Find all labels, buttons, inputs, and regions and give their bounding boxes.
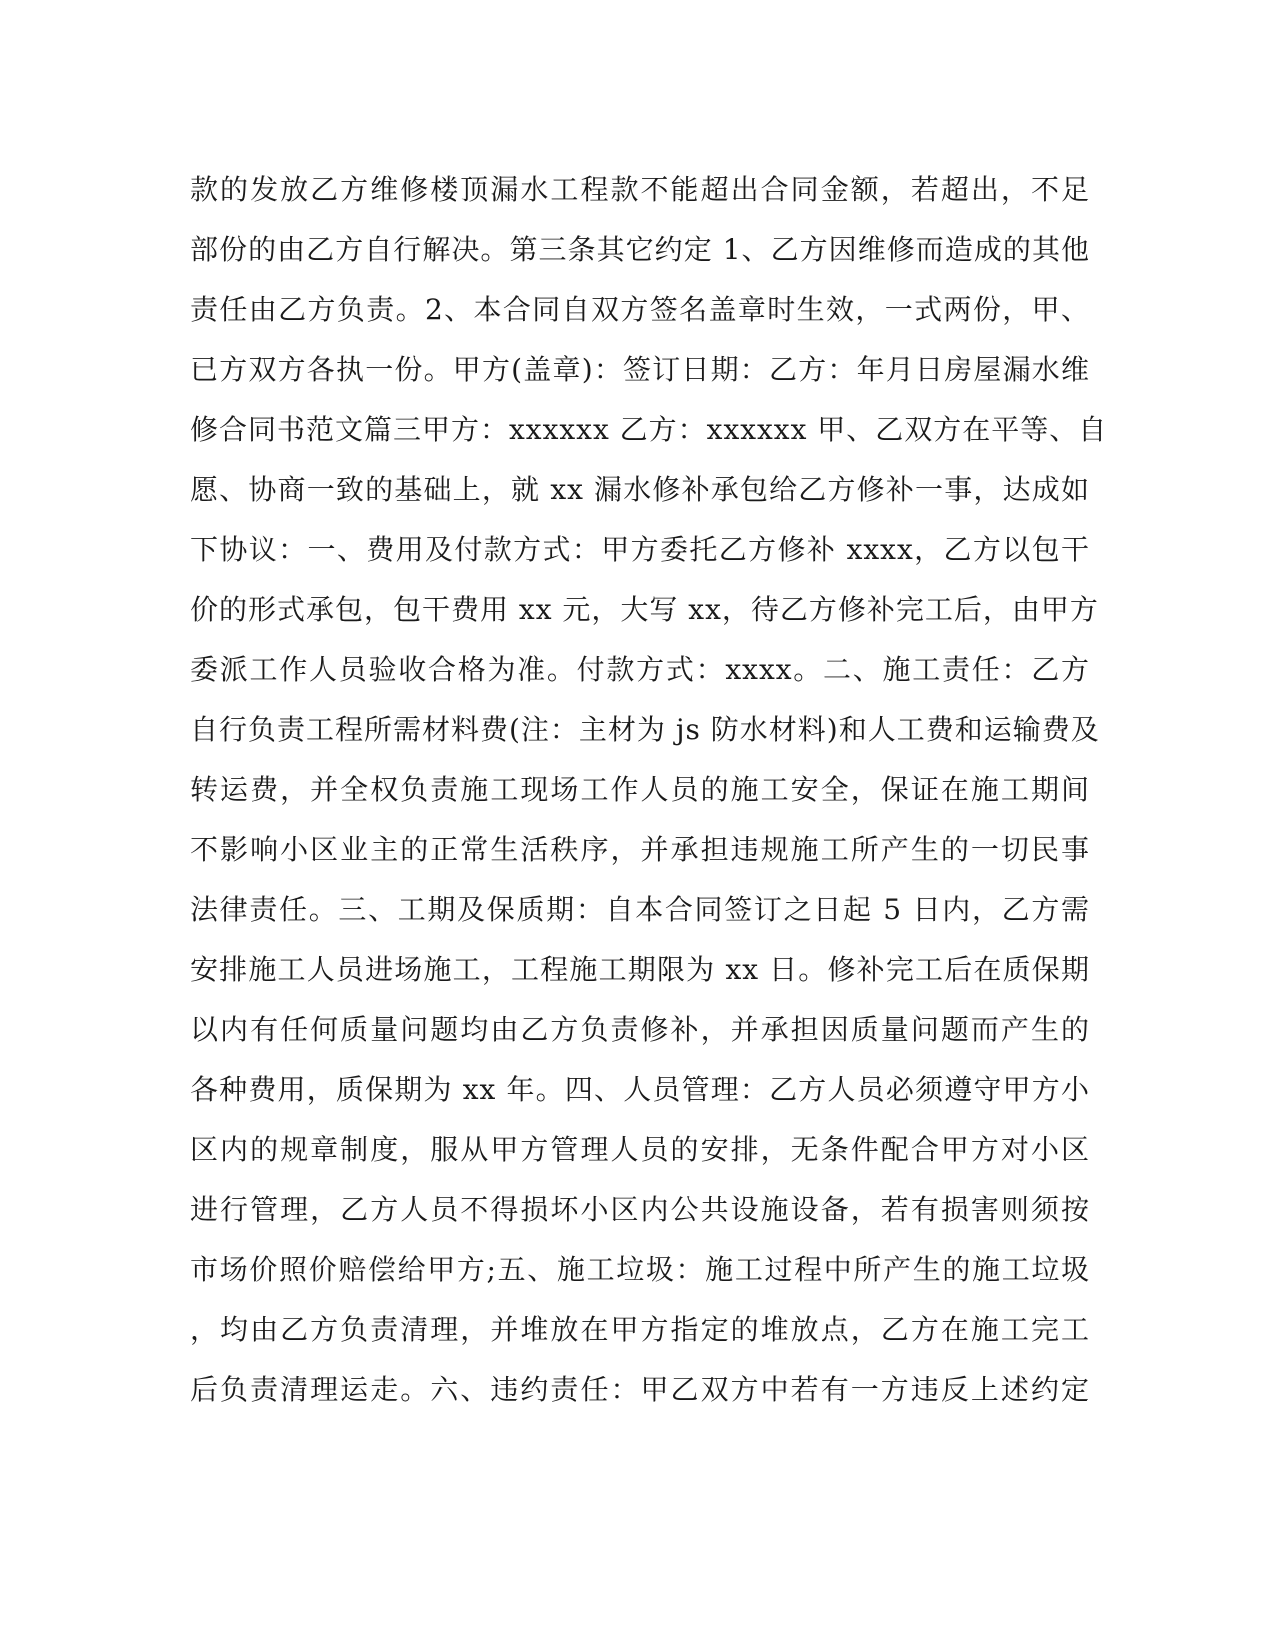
text-line: 以内有任何质量问题均由乙方负责修补，并承担因质量问题而产生的	[190, 1013, 1090, 1046]
text-line: 下协议：一、费用及付款方式：甲方委托乙方修补 xxxx，乙方以包干	[190, 533, 1090, 566]
text-line: 价的形式承包，包干费用 xx 元，大写 xx，待乙方修补完工后，由甲方	[190, 593, 1099, 626]
text-line: 愿、协商一致的基础上，就 xx 漏水修补承包给乙方修补一事，达成如	[190, 473, 1090, 506]
text-line: 款的发放乙方维修楼顶漏水工程款不能超出合同金额，若超出，不足	[190, 173, 1090, 206]
text-line: ，均由乙方负责清理，并堆放在甲方指定的堆放点，乙方在施工完工	[190, 1313, 1090, 1346]
text-line: 转运费，并全权负责施工现场工作人员的施工安全，保证在施工期间	[190, 773, 1090, 806]
text-line: 各种费用，质保期为 xx 年。四、人员管理：乙方人员必须遵守甲方小	[190, 1073, 1090, 1106]
document-body	[190, 160, 1108, 1420]
text-line: 区内的规章制度，服从甲方管理人员的安排，无条件配合甲方对小区	[190, 1133, 1090, 1166]
text-line: 法律责任。三、工期及保质期：自本合同签订之日起 5 日内，乙方需	[190, 893, 1090, 926]
text-line: 不影响小区业主的正常生活秩序，并承担违规施工所产生的一切民事	[190, 833, 1090, 866]
text-line: 修合同书范文篇三甲方：xxxxxx 乙方：xxxxxx 甲、乙双方在平等、自	[190, 413, 1108, 446]
text-line: 部份的由乙方自行解决。第三条其它约定 1、乙方因维修而造成的其他	[190, 233, 1090, 266]
text-line: 安排施工人员进场施工，工程施工期限为 xx 日。修补完工后在质保期	[190, 953, 1090, 986]
text-line: 委派工作人员验收合格为准。付款方式：xxxx。二、施工责任：乙方	[190, 653, 1090, 686]
text-line: 责任由乙方负责。2、本合同自双方签名盖章时生效，一式两份，甲、	[190, 293, 1090, 326]
text-line: 市场价照价赔偿给甲方;五、施工垃圾：施工过程中所产生的施工垃圾	[190, 1253, 1090, 1286]
text-line: 后负责清理运走。六、违约责任：甲乙双方中若有一方违反上述约定	[190, 1373, 1090, 1406]
text-line: 已方双方各执一份。甲方(盖章)：签订日期：乙方：年月日房屋漏水维	[190, 353, 1090, 386]
text-line: 自行负责工程所需材料费(注：主材为 js 防水材料)和人工费和运输费及	[190, 713, 1100, 746]
text-line: 进行管理，乙方人员不得损坏小区内公共设施设备，若有损害则须按	[190, 1193, 1090, 1226]
